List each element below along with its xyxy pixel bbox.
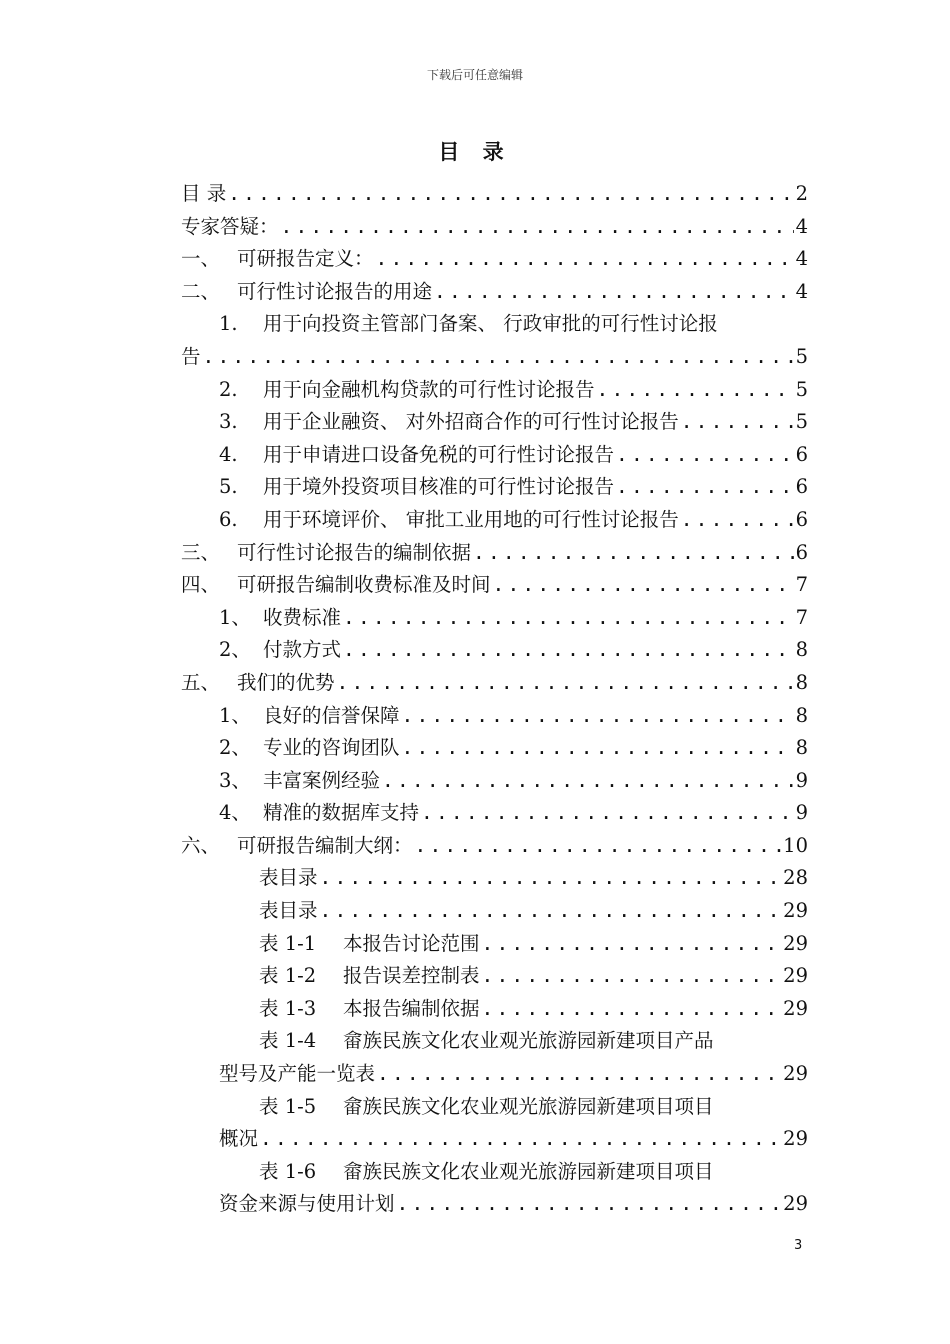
- toc-dot-leader: [203, 341, 794, 374]
- toc-entry-text: 本报告编制依据: [343, 996, 480, 1020]
- toc-entry-label: [181, 830, 413, 863]
- toc-entry-text-continued: 告: [181, 344, 201, 368]
- toc-entry[interactable]: [181, 178, 808, 211]
- toc-entry-label: [181, 211, 279, 244]
- toc-entry-text: 精准的数据库支持: [263, 801, 420, 825]
- toc-entry-text: 良好的信誉保障: [263, 703, 400, 727]
- toc-dot-leader: [337, 667, 794, 700]
- toc-entry[interactable]: [181, 732, 808, 765]
- toc-page-number: 5: [795, 344, 808, 368]
- toc-entry[interactable]: [181, 895, 808, 928]
- toc-dot-leader: [402, 732, 794, 765]
- toc-dot-leader: [376, 243, 794, 276]
- toc-entry-text: 专家答疑：: [181, 214, 279, 238]
- toc-entry[interactable]: [181, 569, 808, 602]
- toc-entry[interactable]: [181, 537, 808, 570]
- toc-page-number: 6: [795, 540, 808, 564]
- toc-page-number: 6: [795, 507, 808, 531]
- toc-entry-label: [181, 537, 471, 570]
- toc-page-number: 4: [795, 247, 808, 271]
- toc-dot-leader: [681, 504, 794, 537]
- toc-entry[interactable]: [181, 700, 808, 733]
- toc-page-number: 6: [795, 442, 808, 466]
- toc-entry-text: 专业的咨询团队: [263, 736, 400, 760]
- toc-dot-leader: [681, 406, 794, 439]
- toc-dot-leader: [397, 1188, 782, 1221]
- toc-entry-number: 6.: [219, 507, 238, 531]
- toc-page-number: 29: [783, 1127, 808, 1151]
- toc-entry-text: 目 录: [181, 182, 227, 205]
- toc-dot-leader: [320, 895, 782, 928]
- toc-dot-leader: [377, 1058, 781, 1091]
- toc-dot-leader: [320, 862, 782, 895]
- toc-entry[interactable]: [181, 1025, 808, 1058]
- toc-entry[interactable]: [181, 374, 808, 407]
- toc-entry-text: 用于向金融机构贷款的可行性讨论报告: [263, 377, 595, 401]
- toc-entry-number: 三、: [181, 540, 221, 564]
- toc-entry-text-continued: 型号及产能一览表: [219, 1062, 376, 1086]
- toc-dot-leader: [616, 471, 794, 504]
- toc-entry[interactable]: [181, 308, 808, 341]
- toc-page-number: 29: [783, 931, 808, 955]
- toc-dot-leader: [228, 178, 793, 211]
- toc-entry-number: 1、: [219, 605, 251, 629]
- toc-entry-number: 3、: [219, 768, 251, 792]
- toc-entry-text: 可研报告编制收费标准及时间: [237, 573, 491, 597]
- toc-entry-label: [259, 960, 480, 993]
- toc-entry-number: 3.: [219, 410, 238, 434]
- toc-page-number: 10: [783, 833, 808, 857]
- toc-entry-text: 用于环境评价、 审批工业用地的可行性讨论报告: [263, 507, 679, 531]
- toc-entry-label: [219, 406, 679, 439]
- toc-entry[interactable]: [181, 960, 808, 993]
- toc-entry-number: 表 1-6: [259, 1159, 317, 1183]
- toc-entry[interactable]: [181, 634, 808, 667]
- toc-entry[interactable]: [181, 471, 808, 504]
- toc-entry-number: 四、: [181, 573, 221, 597]
- toc-entry-label: [259, 862, 318, 895]
- toc-entry-number: 4.: [219, 442, 238, 466]
- toc-page-number: 8: [795, 638, 808, 662]
- toc-entry[interactable]: [181, 928, 808, 961]
- toc-entry-label: [181, 667, 335, 700]
- toc-title: 目 录: [438, 139, 512, 164]
- toc-entry-continuation[interactable]: [181, 1188, 808, 1221]
- toc-entry[interactable]: [181, 862, 808, 895]
- toc-entry-label: [181, 276, 432, 309]
- toc-entry[interactable]: [181, 439, 808, 472]
- toc-dot-leader: [482, 960, 782, 993]
- toc-dot-leader: [482, 928, 782, 961]
- toc-page-number: 8: [795, 703, 808, 727]
- toc-entry-number: 表 1-2: [259, 964, 317, 988]
- toc-entry-text: 可行性讨论报告的编制依据: [237, 540, 472, 564]
- toc-entry-number: 表 1-1: [259, 931, 317, 955]
- toc-entry-text: 丰富案例经验: [263, 768, 381, 792]
- toc-entry[interactable]: [181, 406, 808, 439]
- toc-dot-leader: [434, 276, 794, 309]
- toc-entry-text-continued: 资金来源与使用计划: [219, 1192, 395, 1216]
- toc-page-number: 9: [795, 801, 808, 825]
- toc-entry-number: 二、: [181, 279, 221, 303]
- toc-entry-text: 畲族民族文化农业观光旅游园新建项目产品: [343, 1029, 714, 1053]
- toc-dot-leader: [597, 374, 794, 407]
- toc-entry-text: 表目录: [259, 899, 318, 923]
- toc-page-number: 8: [795, 736, 808, 760]
- toc-entry[interactable]: [181, 1156, 808, 1189]
- toc-dot-leader: [260, 1123, 781, 1156]
- toc-entry-text: 表目录: [259, 866, 318, 890]
- toc-entry[interactable]: [181, 667, 808, 700]
- toc-entry[interactable]: [181, 276, 808, 309]
- toc-entry-label: [259, 1025, 714, 1058]
- toc-entry-number: 一、: [181, 247, 221, 271]
- toc-entry[interactable]: [181, 602, 808, 635]
- toc-dot-leader: [402, 700, 794, 733]
- toc-entry[interactable]: [181, 243, 808, 276]
- toc-entry-label: [219, 471, 614, 504]
- toc-entry-number: 1.: [219, 312, 238, 336]
- toc-entry-text: 用于申请进口设备免税的可行性讨论报告: [263, 442, 615, 466]
- toc-entry-label: [219, 797, 419, 830]
- toc-entry-label: [259, 993, 480, 1026]
- toc-entry-text: 用于向投资主管部门备案、 行政审批的可行性讨论报: [263, 312, 718, 336]
- toc-dot-leader: [382, 765, 794, 798]
- toc-entry[interactable]: [181, 504, 808, 537]
- toc-entry-number: 表 1-5: [259, 1094, 317, 1118]
- toc-entry-number: 五、: [181, 670, 221, 694]
- toc-entry-continuation[interactable]: [181, 1123, 808, 1156]
- toc-entry-number: 表 1-4: [259, 1029, 317, 1053]
- toc-entry-label: [259, 928, 480, 961]
- toc-entry-label: [181, 178, 226, 211]
- toc-entry-label: [259, 1156, 714, 1189]
- toc-entry-text: 本报告讨论范围: [343, 931, 480, 955]
- toc-entry-label: [219, 374, 595, 407]
- toc-entry-continuation[interactable]: [181, 341, 808, 374]
- toc-page-number: 29: [783, 899, 808, 923]
- toc-entry-label: [219, 504, 679, 537]
- toc-page-number: 29: [783, 1062, 808, 1086]
- toc-dot-leader: [281, 211, 794, 244]
- toc-page-number: 7: [795, 605, 808, 629]
- page-number: 3: [794, 1238, 803, 1253]
- toc-entry-number: 2.: [219, 377, 238, 401]
- toc-page-number: 6: [795, 475, 808, 499]
- toc-entry-label: [181, 569, 491, 602]
- toc-entry-text: 报告误差控制表: [343, 964, 480, 988]
- toc-page-number: 5: [795, 410, 808, 434]
- toc-entry-number: 六、: [181, 833, 221, 857]
- toc-entry[interactable]: [181, 765, 808, 798]
- toc-page-number: 4: [795, 279, 808, 303]
- toc-entry-text: 可研报告定义：: [237, 247, 374, 271]
- toc-entry-text: 用于企业融资、 对外招商合作的可行性讨论报告: [263, 410, 679, 434]
- toc-page-number: 8: [795, 670, 808, 694]
- toc-entry[interactable]: [181, 830, 808, 863]
- toc-page-number: 29: [783, 1192, 808, 1216]
- toc-page-number: 29: [783, 964, 808, 988]
- toc-entry-number: 表 1-3: [259, 996, 317, 1020]
- toc-entry-label: [219, 634, 341, 667]
- toc-page-number: 28: [783, 866, 808, 890]
- table-of-contents: [181, 178, 808, 1221]
- toc-dot-leader: [493, 569, 794, 602]
- toc-page-number: 7: [795, 573, 808, 597]
- toc-entry-text: 畲族民族文化农业观光旅游园新建项目项目: [343, 1159, 714, 1183]
- toc-dot-leader: [343, 634, 794, 667]
- toc-dot-leader: [473, 537, 794, 570]
- toc-page-number: 2: [795, 182, 808, 205]
- toc-entry-text-continued: 概况: [219, 1127, 259, 1151]
- toc-entry-text: 收费标准: [263, 605, 342, 629]
- toc-entry-label: [259, 1091, 714, 1124]
- toc-entry-text: 用于境外投资项目核准的可行性讨论报告: [263, 475, 615, 499]
- toc-entry-text: 可研报告编制大纲：: [237, 833, 413, 857]
- toc-entry-label: [219, 602, 341, 635]
- toc-page-number: 5: [795, 377, 808, 401]
- toc-entry-number: 5.: [219, 475, 238, 499]
- toc-entry-label: [219, 700, 400, 733]
- toc-dot-leader: [415, 830, 782, 863]
- header-note: 下载后可任意编辑: [426, 68, 523, 82]
- toc-entry-text: 付款方式: [263, 638, 342, 662]
- toc-dot-leader: [343, 602, 794, 635]
- toc-dot-leader: [616, 439, 794, 472]
- toc-entry[interactable]: [181, 1091, 808, 1124]
- toc-entry-continuation[interactable]: [181, 1058, 808, 1091]
- toc-entry-number: 1、: [219, 703, 251, 727]
- toc-entry[interactable]: [181, 797, 808, 830]
- toc-page-number: 4: [795, 214, 808, 238]
- toc-entry-text: 畲族民族文化农业观光旅游园新建项目项目: [343, 1094, 714, 1118]
- toc-entry-number: 2、: [219, 638, 251, 662]
- toc-entry-text: 我们的优势: [237, 670, 335, 694]
- toc-dot-leader: [421, 797, 794, 830]
- toc-entry-text: 可行性讨论报告的用途: [237, 279, 433, 303]
- toc-entry[interactable]: [181, 993, 808, 1026]
- toc-entry-label: [259, 895, 318, 928]
- toc-entry-label: [219, 765, 380, 798]
- toc-entry-label: [219, 732, 400, 765]
- toc-entry-number: 2、: [219, 736, 251, 760]
- toc-page-number: 29: [783, 996, 808, 1020]
- toc-entry-number: 4、: [219, 801, 251, 825]
- toc-dot-leader: [482, 993, 782, 1026]
- toc-entry-label: [219, 439, 614, 472]
- toc-entry-label: [219, 308, 718, 341]
- toc-page-number: 9: [795, 768, 808, 792]
- toc-entry[interactable]: [181, 211, 808, 244]
- toc-entry-label: [181, 243, 374, 276]
